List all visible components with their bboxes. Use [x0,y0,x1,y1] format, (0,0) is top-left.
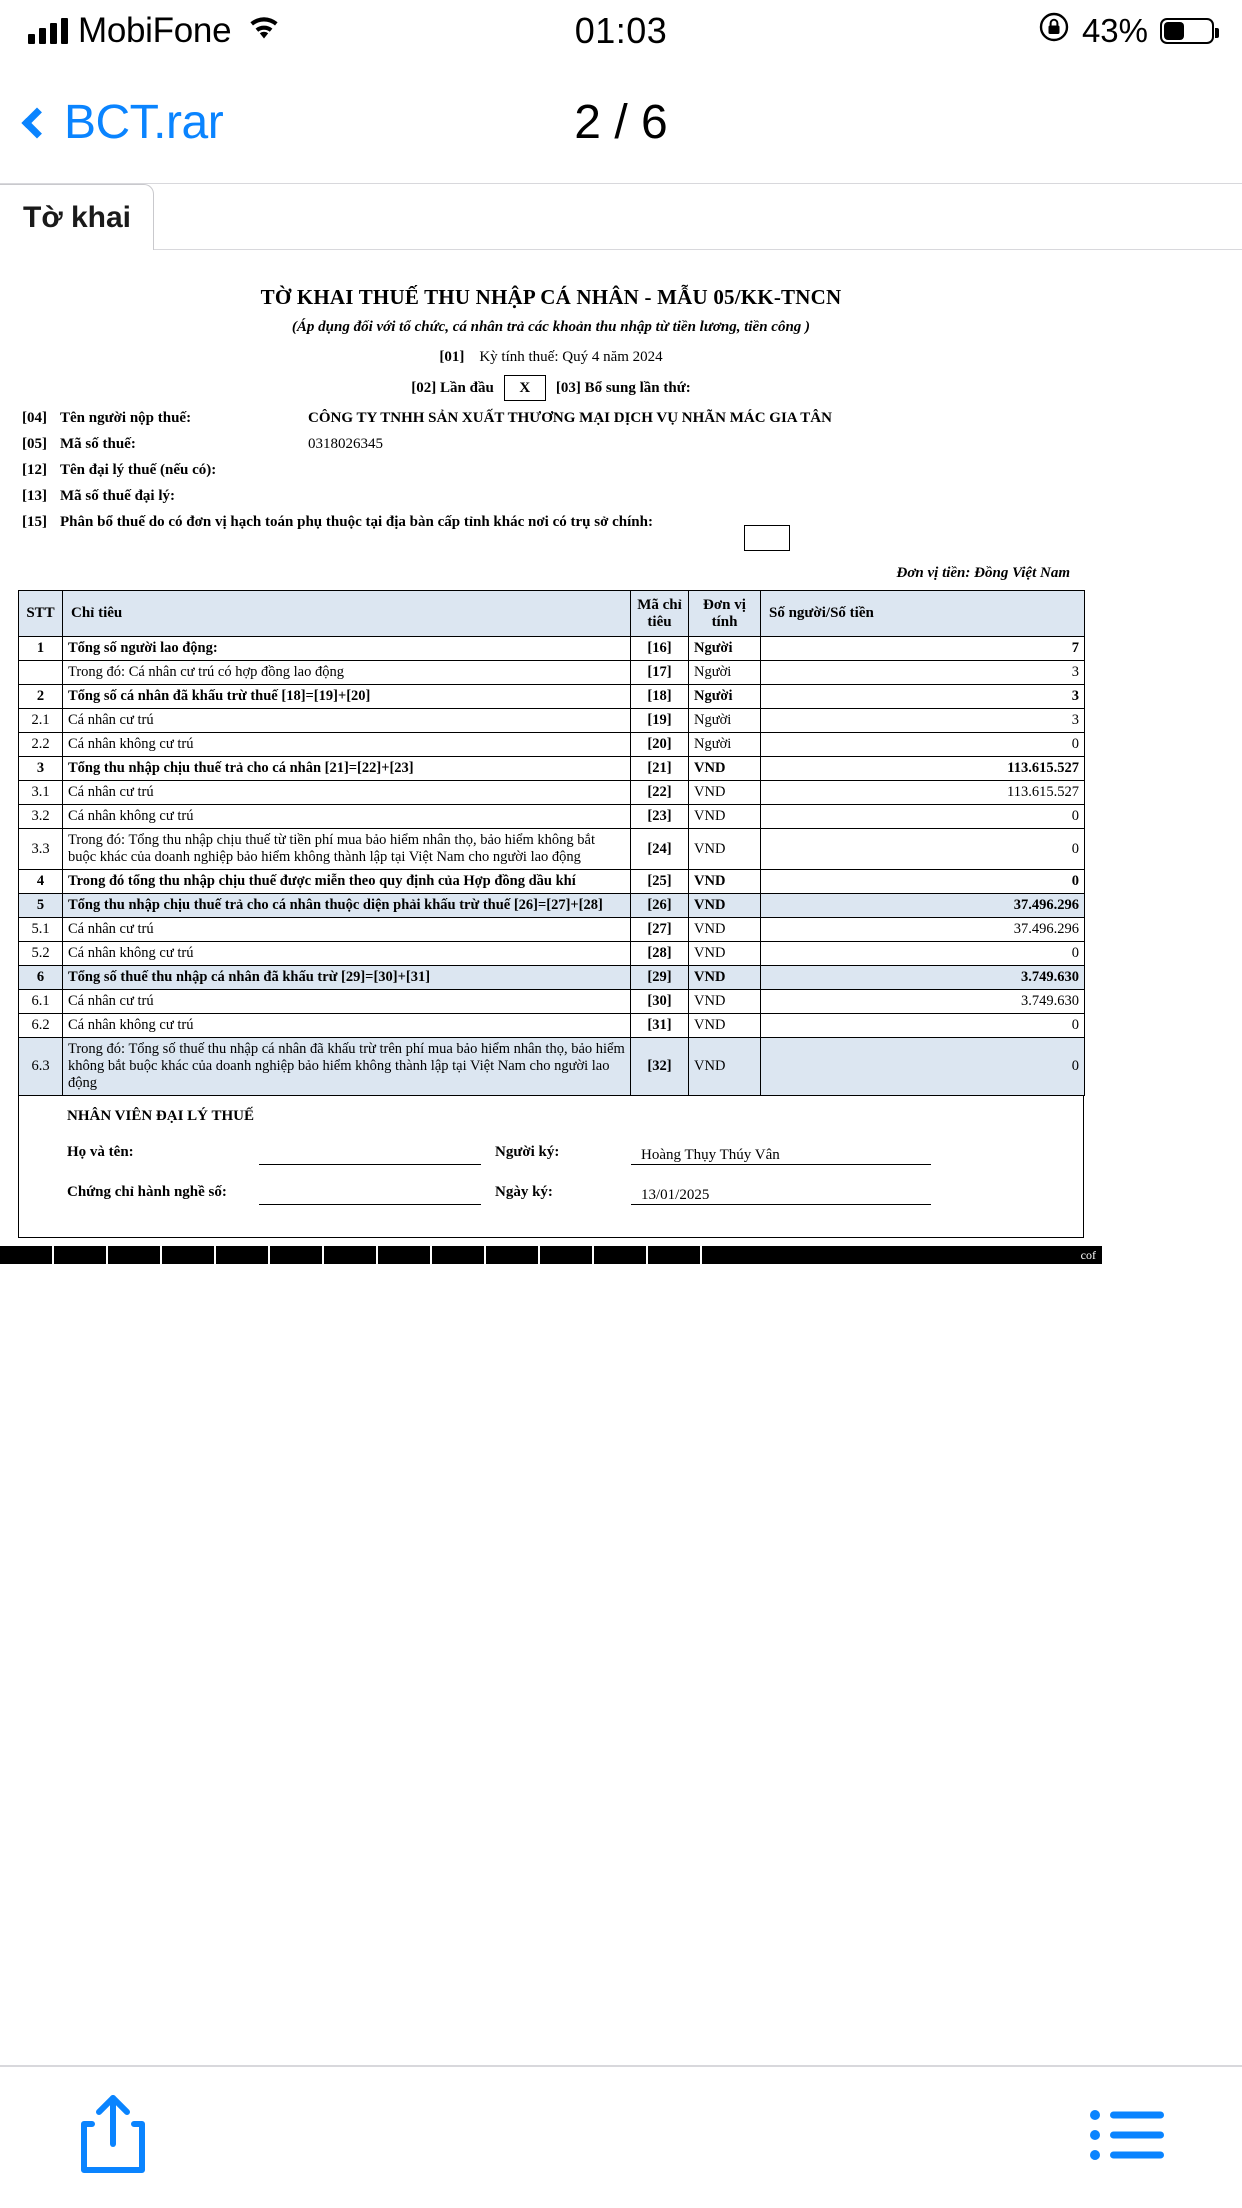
row-name: Cá nhân không cư trú [63,733,631,757]
table-row [19,918,1085,942]
name-input[interactable] [259,1139,481,1165]
allocation-checkbox[interactable] [744,525,790,551]
battery-percent-label: 43% [1081,12,1148,49]
document-page[interactable] [0,251,1102,1288]
row-value: 3.749.630 [761,990,1085,1014]
tab-strip [0,184,1242,250]
signer-label: Người ký: [495,1143,560,1160]
field-agent-name [18,462,1084,479]
row-value: 113.615.527 [761,757,1085,781]
signature-row-cert [35,1179,1067,1205]
table-row [19,781,1085,805]
row-unit: VND [689,805,761,829]
table-row [19,733,1085,757]
row-code: [24] [631,829,689,870]
row-unit: VND [689,918,761,942]
row-value: 0 [761,829,1085,870]
row-name: Tổng số cá nhân đã khấu trừ thuế [18]=[19]+[20] [63,685,631,709]
field-value: 0318026345 [308,436,383,452]
row-value: 0 [761,733,1085,757]
row-unit: VND [689,1038,761,1096]
signature-block [18,1096,1084,1238]
row-code: [22] [631,781,689,805]
row-stt [19,661,63,685]
row-code: [25] [631,870,689,894]
table-row [19,805,1085,829]
row-name: Cá nhân cư trú [63,990,631,1014]
field-value: CÔNG TY TNHH SẢN XUẤT THƯƠNG MẠI DỊCH VỤ NHÃN MÁC GIA TÂN [308,410,832,426]
row-code: [30] [631,990,689,1014]
field-code: [05] [22,436,47,452]
carrier-label: MobiFone [78,11,232,50]
row-value: 0 [761,805,1085,829]
row-name: Tổng số người lao động: [63,637,631,661]
table-row [19,637,1085,661]
field-label: Tên người nộp thuế: [60,410,192,426]
row-unit: VND [689,870,761,894]
field-taxpayer-name [18,410,1084,427]
list-icon[interactable] [1088,2107,1166,2168]
document-footer-bar [0,1246,1102,1264]
cert-input[interactable] [259,1179,481,1205]
row-name: Tổng số thuế thu nhập cá nhân đã khấu trừ [29]=[30]+[31] [63,966,631,990]
field-tax-code [18,436,1084,453]
field-code: [13] [22,488,47,504]
row-name: Tổng thu nhập chịu thuế trả cho cá nhân thuộc diện phải khấu trừ thuế [26]=[27]+[28] [63,894,631,918]
document-subtitle: (Áp dụng đối với tổ chức, cá nhân trả các khoản thu nhập từ tiền lương, tiền công ) [291,319,811,335]
row-stt: 6.3 [19,1038,63,1096]
row-name: Trong đó tổng thu nhập chịu thuế được miễn theo quy định của Hợp đồng dầu khí [63,870,631,894]
col-name: Chỉ tiêu [63,591,631,637]
row-code: [26] [631,894,689,918]
declaration-type-row [18,375,1084,401]
row-stt: 2.2 [19,733,63,757]
row-unit: VND [689,942,761,966]
row-code: [20] [631,733,689,757]
row-name: Cá nhân không cư trú [63,942,631,966]
tax-period-row [18,349,1084,366]
row-stt: 3 [19,757,63,781]
row-value: 0 [761,870,1085,894]
row-value: 3 [761,709,1085,733]
row-name: Trong đó: Tổng thu nhập chịu thuế từ tiền phí mua bảo hiểm nhân thọ, bảo hiểm không bắt buộc khác của doanh nghiệp bảo hiểm không thành lập tại Việt Nam cho người lao động [63,829,631,870]
field-label: Mã số thuế: [60,436,136,452]
first-time-checkbox[interactable] [504,375,546,401]
share-icon[interactable] [76,2092,150,2183]
row-code: [31] [631,1014,689,1038]
tax-period-label: Kỳ tính thuế: Quý 4 năm 2024 [479,349,663,365]
row-unit: VND [689,990,761,1014]
page-indicator: 2 / 6 [574,96,668,149]
rotation-lock-icon [1038,11,1070,51]
row-stt: 2.1 [19,709,63,733]
col-unit: Đơn vị tính [689,591,761,637]
row-value: 0 [761,1038,1085,1096]
row-code: [28] [631,942,689,966]
supplement-label: [03] Bổ sung lần thứ: [555,379,691,396]
table-row [19,870,1085,894]
field-label: Phân bổ thuế do có đơn vị hạch toán phụ thuộc tại địa bàn cấp tỉnh khác nơi có trụ sở chính: [60,514,653,530]
row-stt: 3.1 [19,781,63,805]
allocation-checkbox-holder [740,525,1084,551]
row-value: 7 [761,637,1085,661]
row-stt: 1 [19,637,63,661]
row-unit: Người [689,733,761,757]
field-agent-tax-code [18,488,1084,505]
field-code: [04] [22,410,47,426]
row-code: [21] [631,757,689,781]
row-value: 3 [761,685,1085,709]
field-label: Tên đại lý thuế (nếu có): [60,462,217,478]
table-row [19,1014,1085,1038]
row-unit: Người [689,637,761,661]
status-bar [0,0,1242,62]
row-name: Trong đó: Cá nhân cư trú có hợp đồng lao động [63,661,631,685]
back-button-label: BCT.rar [64,96,224,149]
bottom-toolbar [0,2066,1242,2208]
row-name: Cá nhân cư trú [63,781,631,805]
tax-period-code: [01] [439,349,465,365]
row-name: Cá nhân không cư trú [63,805,631,829]
signature-section-title: NHÂN VIÊN ĐẠI LÝ THUẾ [67,1108,254,1124]
row-value: 3 [761,661,1085,685]
row-code: [16] [631,637,689,661]
field-label: Mã số thuế đại lý: [60,488,176,504]
row-unit: VND [689,757,761,781]
row-stt: 5.2 [19,942,63,966]
date-value: 13/01/2025 [631,1179,931,1205]
row-unit: VND [689,1014,761,1038]
row-code: [17] [631,661,689,685]
first-time-label: [02] Lần đầu [411,379,494,396]
col-code: Mã chỉ tiêu [631,591,689,637]
row-stt: 2 [19,685,63,709]
row-stt: 4 [19,870,63,894]
row-value: 0 [761,1014,1085,1038]
table-row [19,894,1085,918]
signer-value: Hoàng Thụy Thúy Vân [631,1139,931,1165]
table-row [19,757,1085,781]
row-stt: 5.1 [19,918,63,942]
row-name: Tổng thu nhập chịu thuế trả cho cá nhân [21]=[22]+[23] [63,757,631,781]
row-value: 3.749.630 [761,966,1085,990]
table-row [19,1038,1085,1096]
row-code: [29] [631,966,689,990]
tab-to-khai[interactable] [0,184,154,250]
row-code: [18] [631,685,689,709]
declaration-table [18,590,1085,1096]
table-row [19,966,1085,990]
table-row [19,661,1085,685]
row-unit: VND [689,894,761,918]
row-name: Trong đó: Tổng số thuế thu nhập cá nhân đã khấu trừ trên phí mua bảo hiểm nhân thọ, bảo hiểm không bắt buộc khác của doanh nghiệp bảo hiểm không thành lập tại Việt Nam cho người lao động [63,1038,631,1096]
row-code: [27] [631,918,689,942]
row-stt: 6.1 [19,990,63,1014]
table-row [19,685,1085,709]
row-stt: 6 [19,966,63,990]
document-title: TỜ KHAI THUẾ THU NHẬP CÁ NHÂN - MẪU 05/KK-TNCN [260,285,842,309]
row-unit: VND [689,966,761,990]
table-header-row [19,591,1085,637]
field-code: [12] [22,462,47,478]
table-row [19,990,1085,1014]
name-label: Họ và tên: [67,1143,134,1160]
battery-icon [1160,18,1214,44]
cert-label: Chứng chỉ hành nghề số: [67,1183,227,1200]
row-value: 37.496.296 [761,894,1085,918]
row-unit: Người [689,709,761,733]
row-name: Cá nhân cư trú [63,709,631,733]
row-stt: 6.2 [19,1014,63,1038]
first-time-mark: X [519,379,531,396]
table-row [19,709,1085,733]
col-stt: STT [19,591,63,637]
col-value: Số người/Số tiền [761,591,1085,637]
row-value: 0 [761,942,1085,966]
row-code: [19] [631,709,689,733]
row-unit: Người [689,685,761,709]
currency-note: Đơn vị tiền: Đồng Việt Nam [896,565,1070,581]
row-value: 37.496.296 [761,918,1085,942]
table-row [19,942,1085,966]
tab-label: Tờ khai [23,200,132,234]
row-code: [32] [631,1038,689,1096]
field-code: [15] [22,514,47,530]
row-stt: 5 [19,894,63,918]
signature-row-name [35,1139,1067,1165]
table-row [19,829,1085,870]
row-unit: VND [689,829,761,870]
row-stt: 3.2 [19,805,63,829]
row-name: Cá nhân cư trú [63,918,631,942]
navigation-bar [0,62,1242,184]
date-label: Ngày ký: [495,1183,553,1200]
row-unit: Người [689,661,761,685]
row-code: [23] [631,805,689,829]
status-bar-clock: 01:03 [574,10,668,51]
row-value: 113.615.527 [761,781,1085,805]
document-footer-text: cof [1080,1247,1096,1262]
row-name: Cá nhân không cư trú [63,1014,631,1038]
status-bar-right [1038,11,1214,51]
row-unit: VND [689,781,761,805]
row-stt: 3.3 [19,829,63,870]
